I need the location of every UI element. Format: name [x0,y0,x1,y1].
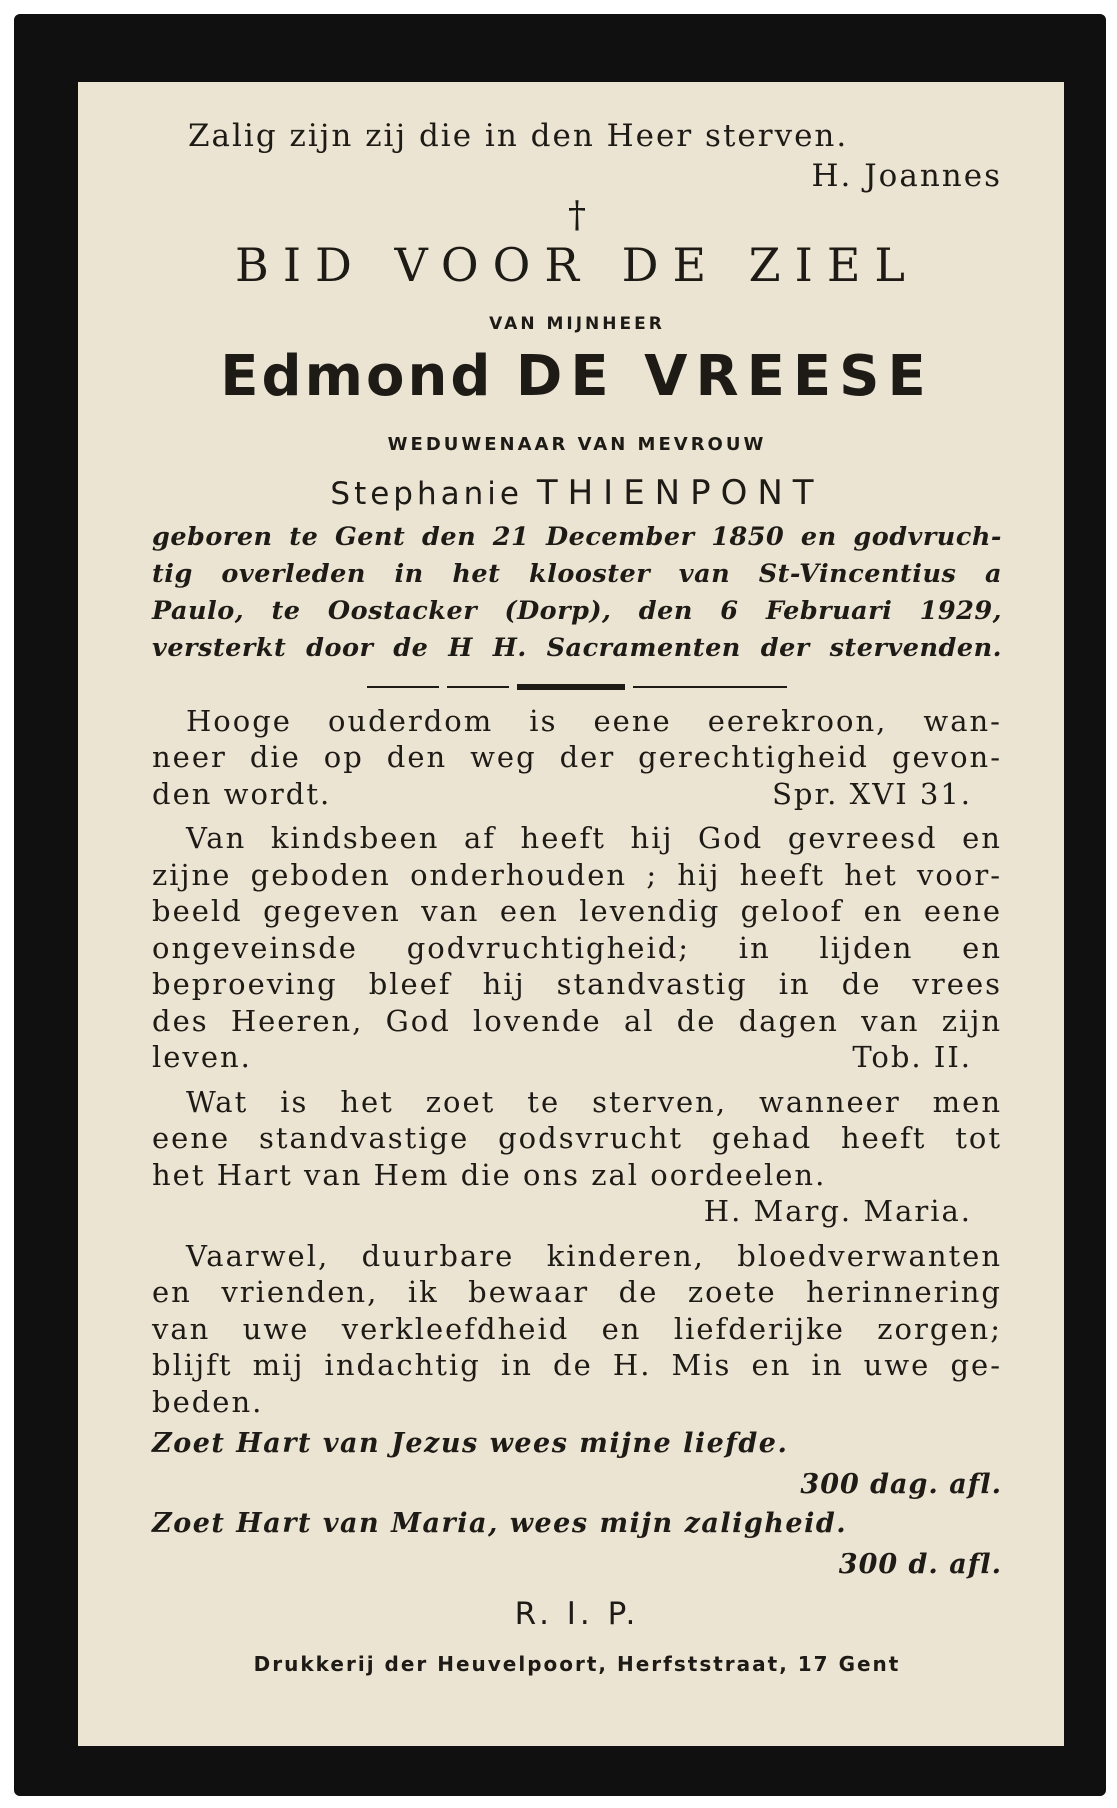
passage-line: leven. [152,1040,252,1075]
passage-line: beeld gegeven van een levendig geloof en eene [152,894,1002,929]
passage-line: den wordt. [152,776,332,811]
deceased-name [152,346,1002,408]
spouse-surname: THIENPONT [536,472,824,513]
passage-4 [152,1238,1002,1421]
deceased-surname: DE VREESE [515,344,934,409]
passage-line: beden. [152,1384,264,1419]
prayer-maria: Zoet Hart van Maria, wees mijn zaligheid. [152,1508,848,1540]
scripture-reference: Spr. XVI 31. [772,776,972,811]
passage-1 [152,703,1002,813]
rip-text: R. I. P. [514,1596,640,1633]
passage-line: zijne geboden onderhouden ; hij heeft het voor- [152,857,1002,892]
passage-line: beproeving bleef hij standvastig in de vrees [152,967,1002,1002]
ornamental-divider [367,681,787,693]
deceased-first-name: Edmond [220,344,494,409]
passage-line: eene standvastige godsvrucht gehad heeft tot [152,1121,1002,1156]
prayer-jesus: Zoet Hart van Jezus wees mijne liefde. [152,1428,789,1460]
indulgence-jesus: 300 dag. afl. [800,1469,1002,1501]
memorial-card [14,14,1106,1796]
passage-line: Van kindsbeen af heeft hij God gevreesd en [186,821,1002,856]
epigraph-source: H. Joannes [811,158,1002,194]
heading: BID VOOR DE ZIEL [235,238,919,292]
passage-line: des Heeren, God lovende al de dagen van zijn [152,1003,1002,1038]
scripture-reference: Tob. II. [852,1040,972,1075]
spouse-first-name: Stephanie [330,475,523,512]
passage-line: en vrienden, ik bewaar de zoete herinnering [152,1275,1002,1310]
passage-line: ongeveinsde godvruchtigheid; in lijden en [152,930,1002,965]
epigraph-text: Zalig zijn zij die in den Heer sterven. [188,118,849,154]
printer-line: Drukkerij der Heuvelpoort, Herfststraat, 17 Gent [253,1652,901,1677]
bio-line: tig overleden in het klooster van St-Vincentius a [152,558,1002,589]
passage-line: van uwe verkleefdheid en liefderijke zorgen; [152,1311,1002,1346]
biography [152,519,1002,667]
indulgence-maria: 300 d. afl. [838,1549,1002,1581]
bio-line: geboren te Gent den 21 December 1850 en godvruch- [152,521,1002,552]
passage-line: Hooge ouderdom is eene eerekroon, wan- [186,703,1002,738]
widower-line: WEDUWENAAR VAN MEVROUW [387,433,767,455]
bio-line: versterkt door de H H. Sacramenten der stervenden. [152,632,1002,663]
passage-2 [152,820,1002,1076]
passage-line: blijft mij indachtig in de H. Mis en in uwe ge- [152,1348,1002,1383]
cross-icon: † [568,195,586,236]
passage-line: neer die op den weg der gerechtigheid gevon- [152,740,1002,775]
van-mijnheer-line: VAN MIJNHEER [489,314,665,334]
card-paper [78,82,1064,1746]
scripture-reference: H. Marg. Maria. [703,1194,972,1229]
spouse-name [152,473,1002,513]
passage-line: Wat is het zoet te sterven, wanneer men [186,1084,1002,1119]
passage-line: Vaarwel, duurbare kinderen, bloedverwanten [186,1238,1002,1273]
bio-line: Paulo, te Oostacker (Dorp), den 6 Februari 1929, [152,595,1002,626]
passage-3 [152,1084,1002,1230]
passage-line: het Hart van Hem die ons zal oordeelen. [152,1157,827,1192]
